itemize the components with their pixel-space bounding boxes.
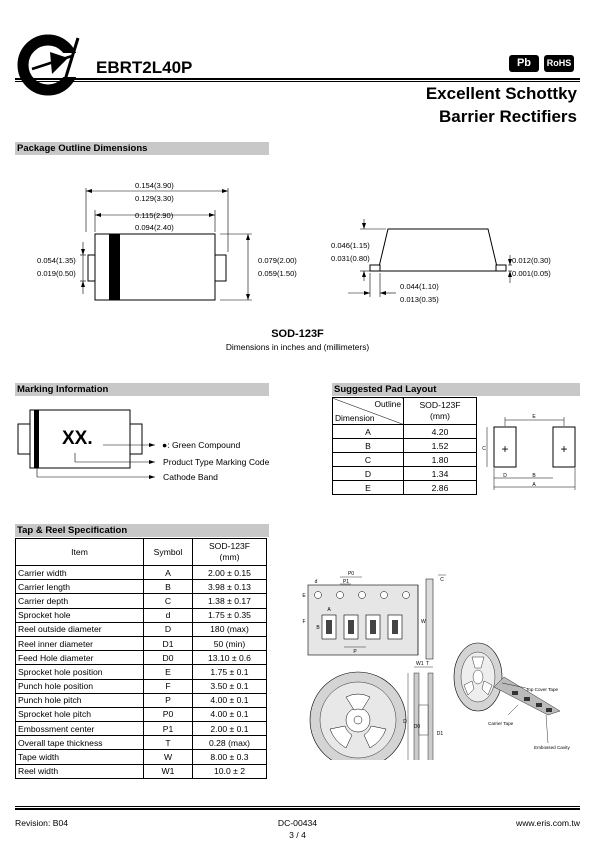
dim-body-max: 0.115(2.90) bbox=[135, 211, 174, 220]
reel-symbol: W bbox=[144, 750, 193, 764]
reel-symbol: P1 bbox=[144, 722, 193, 736]
reel-header-item: Item bbox=[16, 539, 144, 566]
table-row bbox=[16, 566, 267, 580]
reel-label-d0: D0 bbox=[413, 724, 421, 730]
table-row bbox=[16, 707, 267, 721]
pad-value: 4.20 bbox=[404, 425, 477, 439]
footer-doc-number: DC-00434 bbox=[277, 818, 318, 828]
reel-item: Sprocket hole bbox=[16, 608, 144, 622]
section-package-outline: Package Outline Dimensions bbox=[15, 142, 269, 155]
label-cathode-band: Cathode Band bbox=[163, 472, 218, 482]
reel-item: Carrier length bbox=[16, 580, 144, 594]
dim-lead-t-max: 0.012(0.30) bbox=[512, 256, 551, 265]
reel-item: Reel inner diameter bbox=[16, 636, 144, 650]
reel-header-unit: (mm) bbox=[219, 552, 240, 562]
dimensions-note: Dimensions in inches and (millimeters) bbox=[225, 342, 370, 352]
table-row bbox=[333, 453, 477, 467]
pad-dim: E bbox=[333, 481, 404, 495]
table-row bbox=[333, 467, 477, 481]
tape-reel-diagram bbox=[298, 565, 580, 760]
title-line-2: Barrier Rectifiers bbox=[439, 107, 577, 126]
reel-value: 3.98 ± 0.13 bbox=[193, 580, 267, 594]
title-line-1: Excellent Schottky bbox=[425, 84, 577, 103]
section-suggested-pad-layout: Suggested Pad Layout bbox=[332, 383, 580, 396]
pad-header-diagonal bbox=[333, 398, 404, 425]
table-row bbox=[16, 594, 267, 608]
reel-header-package-name: SOD-123F bbox=[208, 541, 251, 551]
section-marking-information: Marking Information bbox=[15, 383, 269, 396]
reel-value: 4.00 ± 0.1 bbox=[193, 693, 267, 707]
pad-header-dimension: Dimension bbox=[335, 413, 375, 423]
dim-body-min: 0.094(2.40) bbox=[135, 223, 174, 232]
section-tape-reel: Tap & Reel Specification bbox=[15, 524, 269, 537]
table-row bbox=[16, 580, 267, 594]
reel-header-package bbox=[193, 539, 267, 566]
reel-value: 180 (max) bbox=[193, 622, 267, 636]
reel-item: Punch hole pitch bbox=[16, 693, 144, 707]
tape-label-p1: P1 bbox=[342, 579, 350, 585]
pad-layout-diagram bbox=[478, 410, 580, 492]
table-row bbox=[16, 608, 267, 622]
pad-label-b: B bbox=[532, 473, 536, 479]
reel-symbol: D1 bbox=[144, 636, 193, 650]
reel-symbol: P bbox=[144, 693, 193, 707]
tape-label-d: d bbox=[314, 579, 318, 585]
table-row bbox=[16, 651, 267, 665]
tape-label-p0: P0 bbox=[347, 571, 355, 577]
dim-overall-max: 0.154(3.90) bbox=[135, 181, 174, 190]
reel-value: 1.38 ± 0.17 bbox=[193, 594, 267, 608]
pad-header-unit: (mm) bbox=[429, 411, 451, 421]
footer-rule-thick bbox=[15, 808, 580, 810]
reel-symbol: C bbox=[144, 594, 193, 608]
footer-page-number: 3 / 4 bbox=[289, 830, 306, 840]
reel-value: 8.00 ± 0.3 bbox=[193, 750, 267, 764]
pad-value: 1.52 bbox=[404, 439, 477, 453]
dim-overall-min: 0.129(3.30) bbox=[135, 194, 174, 203]
tape-label-p: P bbox=[353, 649, 357, 655]
reel-item: Punch hole position bbox=[16, 679, 144, 693]
pad-header-package-name: SOD-123F bbox=[419, 400, 461, 410]
header-rule-thick bbox=[15, 78, 580, 80]
reel-symbol: E bbox=[144, 665, 193, 679]
reel-symbol: A bbox=[144, 566, 193, 580]
reel-item: Sprocket hole position bbox=[16, 665, 144, 679]
reel-value: 0.28 (max) bbox=[193, 736, 267, 750]
tape-label-c: C bbox=[440, 577, 444, 583]
reel-symbol: F bbox=[144, 679, 193, 693]
reel-item: Carrier width bbox=[16, 566, 144, 580]
reel-label-carrier-tape: Carrier Tape bbox=[488, 721, 514, 726]
rohs-badge-text: RoHS bbox=[546, 58, 572, 68]
header-rule-thin bbox=[15, 81, 580, 82]
tape-label-b: B bbox=[316, 625, 320, 631]
pad-label-c: C bbox=[482, 446, 486, 452]
reel-value: 10.0 ± 2 bbox=[193, 764, 267, 778]
table-row bbox=[16, 722, 267, 736]
pb-free-badge bbox=[509, 55, 539, 72]
reel-item: Carrier depth bbox=[16, 594, 144, 608]
dim-side-h-max: 0.046(1.15) bbox=[331, 241, 370, 250]
tape-label-f: F bbox=[302, 619, 306, 625]
reel-label-embossed: Embossed Cavity bbox=[534, 745, 570, 750]
reel-label-d: D bbox=[403, 719, 407, 725]
pad-dim: C bbox=[333, 453, 404, 467]
reel-label-w1: W1 bbox=[416, 661, 424, 667]
part-number: EBRT2L40P bbox=[96, 58, 193, 77]
tape-reel-table bbox=[15, 538, 267, 779]
marking-code: XX. bbox=[62, 428, 93, 449]
reel-value: 13.10 ± 0.6 bbox=[193, 651, 267, 665]
reel-value: 1.75 ± 0.35 bbox=[193, 608, 267, 622]
reel-item: Reel outside diameter bbox=[16, 622, 144, 636]
pad-layout-table bbox=[332, 397, 477, 495]
footer-rule-thin bbox=[15, 806, 580, 807]
pad-label-e: E bbox=[532, 414, 536, 420]
pad-dim: D bbox=[333, 467, 404, 481]
reel-label-top-cover: Top Cover Tape bbox=[526, 687, 559, 692]
reel-symbol: B bbox=[144, 580, 193, 594]
dim-lead-h-min: 0.019(0.50) bbox=[37, 269, 76, 278]
reel-value: 3.50 ± 0.1 bbox=[193, 679, 267, 693]
pad-dim: B bbox=[333, 439, 404, 453]
label-product-marking: Product Type Marking Code bbox=[163, 457, 270, 467]
pad-plus-right: + bbox=[560, 442, 568, 456]
reel-item: Embossment center bbox=[16, 722, 144, 736]
reel-value: 4.00 ± 0.1 bbox=[193, 707, 267, 721]
pad-value: 2.86 bbox=[404, 481, 477, 495]
reel-item: Tape width bbox=[16, 750, 144, 764]
package-name: SOD-123F bbox=[271, 328, 324, 340]
dim-lead-t-min: 0.001(0.05) bbox=[512, 269, 551, 278]
footer-website-link[interactable]: www.eris.com.tw bbox=[516, 818, 580, 828]
pb-badge-text: Pb bbox=[516, 57, 532, 69]
pad-header-outline: Outline bbox=[374, 399, 401, 409]
package-top-view bbox=[20, 172, 290, 312]
reel-symbol: P0 bbox=[144, 707, 193, 721]
reel-symbol: T bbox=[144, 736, 193, 750]
company-logo bbox=[12, 28, 92, 102]
dim-lead-h-max: 0.054(1.35) bbox=[37, 256, 76, 265]
pad-header-package bbox=[404, 398, 477, 425]
dim-side-h-min: 0.031(0.80) bbox=[331, 254, 370, 263]
pad-plus-left: + bbox=[501, 442, 509, 456]
table-row bbox=[16, 622, 267, 636]
pad-value: 1.34 bbox=[404, 467, 477, 481]
rohs-badge bbox=[544, 55, 574, 72]
pad-value: 1.80 bbox=[404, 453, 477, 467]
reel-item: Reel width bbox=[16, 764, 144, 778]
reel-header-symbol: Symbol bbox=[144, 539, 193, 566]
dim-lead-l-min: 0.013(0.35) bbox=[400, 295, 439, 304]
table-row bbox=[16, 764, 267, 778]
reel-symbol: D0 bbox=[144, 651, 193, 665]
reel-item: Overall tape thickness bbox=[16, 736, 144, 750]
table-row bbox=[16, 693, 267, 707]
reel-value: 2.00 ± 0.15 bbox=[193, 566, 267, 580]
table-row bbox=[16, 679, 267, 693]
tape-label-a: A bbox=[327, 607, 331, 613]
pad-dim: A bbox=[333, 425, 404, 439]
tape-label-e: E bbox=[302, 593, 306, 599]
tape-label-t: T bbox=[426, 661, 430, 667]
table-row bbox=[333, 425, 477, 439]
table-row bbox=[16, 665, 267, 679]
reel-value: 50 (min) bbox=[193, 636, 267, 650]
table-row bbox=[333, 439, 477, 453]
table-row bbox=[16, 750, 267, 764]
reel-item: Feed Hole diameter bbox=[16, 651, 144, 665]
reel-symbol: d bbox=[144, 608, 193, 622]
reel-item: Sprocket hole pitch bbox=[16, 707, 144, 721]
label-green-compound: ●: Green Compound bbox=[162, 440, 241, 450]
reel-label-d1: D1 bbox=[436, 731, 444, 737]
reel-symbol: D bbox=[144, 622, 193, 636]
reel-value: 1.75 ± 0.1 bbox=[193, 665, 267, 679]
table-row bbox=[16, 736, 267, 750]
footer-revision: Revision: B04 bbox=[15, 818, 69, 828]
reel-value: 2.00 ± 0.1 bbox=[193, 722, 267, 736]
pad-label-a: A bbox=[532, 482, 536, 488]
reel-symbol: W1 bbox=[144, 764, 193, 778]
tape-label-w: W bbox=[421, 619, 426, 625]
table-row bbox=[16, 636, 267, 650]
dim-lead-l-max: 0.044(1.10) bbox=[400, 282, 439, 291]
dim-body-h-max: 0.079(2.00) bbox=[258, 256, 297, 265]
table-row bbox=[333, 481, 477, 495]
pad-label-d: D bbox=[503, 473, 507, 479]
dim-body-h-min: 0.059(1.50) bbox=[258, 269, 297, 278]
